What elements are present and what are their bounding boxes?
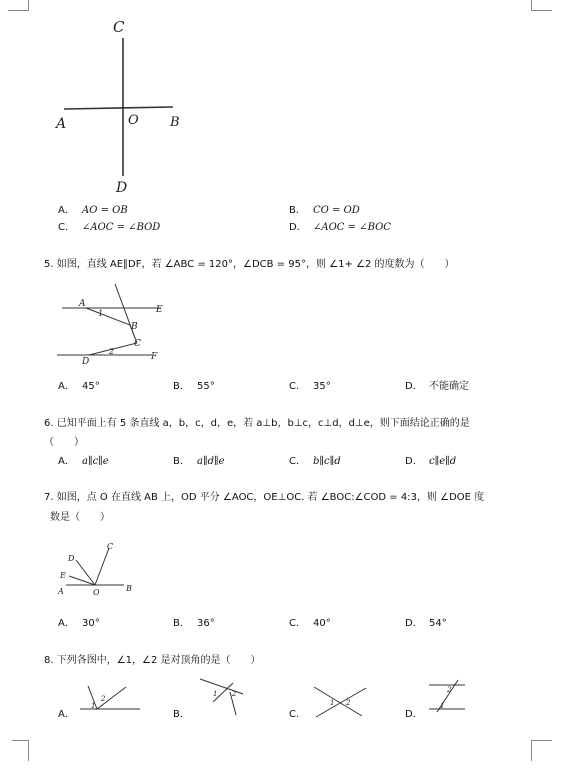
q8-option-c-label[interactable]: C． (289, 709, 306, 720)
q5-label-e: E (156, 305, 163, 315)
q5-option-d-text: 不能确定 (429, 381, 469, 392)
q4-option-c-label[interactable]: C． (58, 222, 75, 233)
q4-label-c: C (113, 18, 125, 36)
q8-d-angle-1: 1 (440, 702, 445, 710)
q4-option-b-text: CO = OD (313, 205, 360, 216)
q7-label-e: E (60, 571, 66, 580)
q8-stem: 8. 下列各图中，∠1，∠2 是对顶角的是（ ） (44, 655, 261, 666)
q8-c-angle-1: 1 (330, 699, 335, 707)
q5-label-d: D (82, 357, 90, 367)
q7-option-a-label[interactable]: A． (58, 618, 75, 629)
q8-c-angle-2: 2 (346, 699, 351, 707)
q7-option-d-text: 54° (429, 618, 447, 629)
q5-stem: 5. 如图，直线 AE∥DF，若 ∠ABC = 120°，∠DCB = 95°，则 ∠1+ ∠2 的度数为（ ） (44, 259, 455, 270)
q4-option-a-label[interactable]: A． (58, 205, 75, 216)
q5-option-c-label[interactable]: C． (289, 381, 306, 392)
q4-label-o: O (128, 113, 139, 128)
q7-label-b: B (126, 584, 132, 593)
q5-option-b-text: 55° (197, 381, 215, 392)
q8-figure-c (314, 687, 366, 717)
q6-stem-line1: 6. 已知平面上有 5 条直线 a，b，c，d，e，若 a⊥b，b⊥c，c⊥d，d⊥e，则下面结论正确的是 (44, 418, 470, 429)
q7-label-o: O (93, 588, 100, 597)
q5-option-a-label[interactable]: A． (58, 381, 75, 392)
q8-a-angle-1: 1 (91, 702, 96, 710)
q7-option-b-label[interactable]: B． (173, 618, 190, 629)
q6-option-a-label[interactable]: A． (58, 456, 75, 467)
q7-stem-line2: 数是（ ） (50, 512, 110, 523)
q6-option-a-text: a∥c∥e (82, 456, 109, 467)
q5-angle-1: 1 (98, 309, 104, 318)
q6-stem-line2: （ ） (44, 437, 84, 448)
q7-label-a: A (58, 587, 64, 596)
q6-option-d-text: c∥e∥d (429, 456, 457, 467)
q8-b-angle-1: 1 (213, 690, 218, 698)
q4-option-d-label[interactable]: D． (289, 222, 307, 233)
q5-option-b-label[interactable]: B． (173, 381, 190, 392)
q6-option-b-label[interactable]: B． (173, 456, 190, 467)
q6-option-d-label[interactable]: D． (405, 456, 423, 467)
q5-label-c: C (134, 339, 141, 349)
q6-option-c-label[interactable]: C． (289, 456, 306, 467)
q5-label-a: A (79, 299, 86, 309)
q8-d-angle-2: 2 (447, 686, 452, 694)
q5-label-b: B (131, 322, 138, 332)
q4-option-a-text: AO = OB (82, 205, 128, 216)
q8-option-d-label[interactable]: D． (405, 709, 423, 720)
q7-label-d: D (68, 554, 75, 563)
q7-stem-line1: 7. 如图，点 O 在直线 AB 上，OD 平分 ∠AOC，OE⊥OC. 若 ∠BOC:∠COD = 4:3，则 ∠DOE 度 (44, 492, 485, 503)
q6-option-c-text: b∥c∥d (313, 456, 341, 467)
q4-label-d: D (116, 180, 128, 196)
q8-figure-a (80, 686, 140, 710)
q4-label-a: A (56, 116, 67, 132)
q7-option-b-text: 36° (197, 618, 215, 629)
q8-figure-d (429, 680, 465, 712)
q5-option-d-label[interactable]: D． (405, 381, 423, 392)
q8-a-angle-2: 2 (101, 695, 106, 703)
q4-option-c-text: ∠AOC = ∠BOD (82, 222, 161, 233)
q7-label-c: C (107, 542, 114, 551)
q8-option-b-label[interactable]: B． (173, 709, 190, 720)
q8-figure-b (200, 679, 243, 715)
q5-angle-2: 2 (109, 347, 115, 356)
q7-option-a-text: 30° (82, 618, 100, 629)
q5-option-c-text: 35° (313, 381, 331, 392)
q7-option-c-text: 40° (313, 618, 331, 629)
q6-option-b-text: a∥d∥e (197, 456, 225, 467)
q7-option-d-label[interactable]: D． (405, 618, 423, 629)
q5-option-a-text: 45° (82, 381, 100, 392)
q8-option-a-label[interactable]: A． (58, 709, 75, 720)
q7-option-c-label[interactable]: C． (289, 618, 306, 629)
q8-b-angle-2: 2 (232, 690, 237, 698)
q4-option-d-text: ∠AOC = ∠BOC (313, 222, 391, 233)
q4-label-b: B (170, 115, 180, 130)
q5-label-f: F (151, 352, 158, 362)
q4-option-b-label[interactable]: B． (289, 205, 306, 216)
